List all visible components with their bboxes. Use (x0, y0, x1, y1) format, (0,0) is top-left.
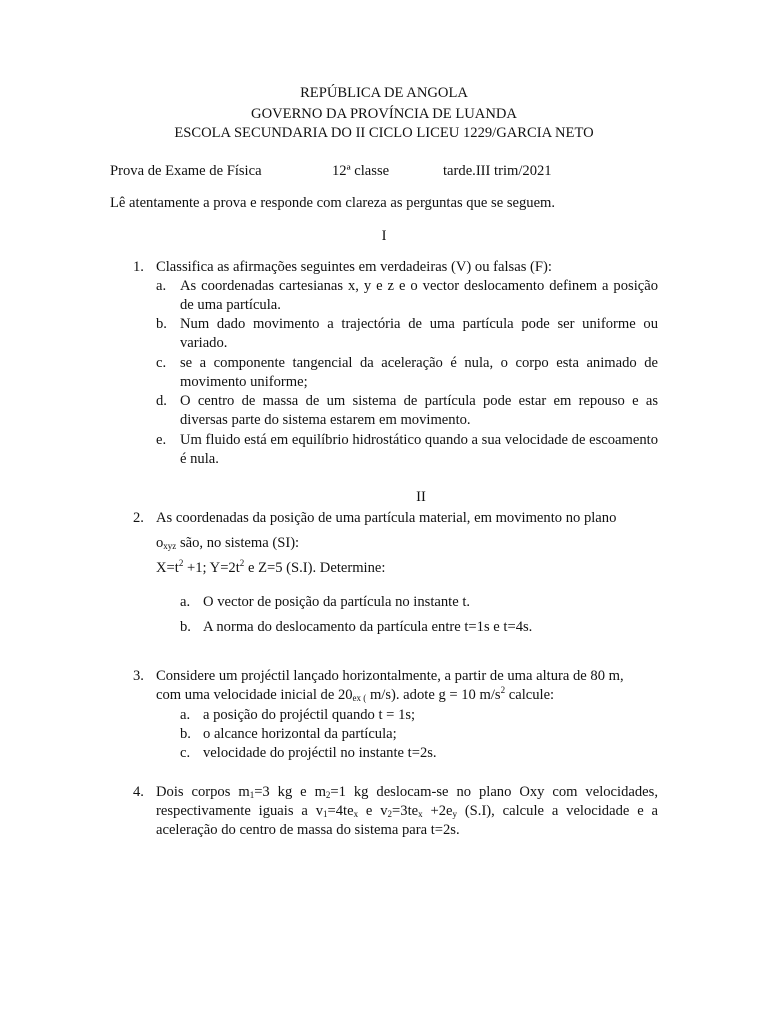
text-run: respectivamente iguais a v (156, 803, 323, 819)
item-text: As coordenadas cartesianas x, y e z e o vector deslocamento definem a posição de uma partícula. (180, 278, 658, 313)
eq-z: e Z=5 (S.I). Determine: (244, 560, 386, 576)
item-label: a. (156, 278, 167, 294)
gravity-exponent: 2 (500, 685, 506, 695)
calculate-text: calcule: (505, 687, 555, 703)
item-text: o alcance horizontal da partícula; (203, 726, 397, 742)
subscript: 2 (325, 790, 331, 800)
text-run: +2e (422, 803, 453, 819)
subscript: x (418, 809, 423, 819)
question-number-3: 3. (133, 668, 144, 684)
text-run: (S.I), calcule a velocidade e a (456, 803, 659, 819)
item-text: A norma do deslocamento da partícula entre t=1s e t=4s. (203, 619, 533, 635)
item-label: c. (180, 745, 191, 761)
instruction: Lê atentamente a prova e responde com clareza as perguntas que se seguem. (110, 195, 556, 211)
header-line-1: REPÚBLICA DE ANGOLA (300, 85, 468, 101)
item-text: O centro de massa de um sistema de partícula pode estar em repouso e as diversas parte do sistema estarem em movimento. (180, 393, 658, 428)
velocity-text: com uma velocidade inicial de 20 (156, 687, 353, 703)
text-run: e v (358, 803, 388, 819)
item-label: d. (156, 393, 167, 409)
section-heading-2: II (416, 489, 426, 505)
text-run: =3 kg e m (254, 784, 326, 800)
question-4-line-1 (156, 783, 658, 802)
question-number-1: 1. (133, 259, 144, 275)
eq-x-exponent: 2 (178, 558, 184, 568)
subscript: 1 (323, 809, 328, 819)
subscript: y (452, 809, 457, 819)
item-label: e. (156, 432, 167, 448)
text-run: Dois corpos m (156, 784, 250, 800)
header-line-3: ESCOLA SECUNDARIA DO II CICLO LICEU 1229/GARCIA NETO (174, 125, 594, 141)
exam-title: Prova de Exame de Física (110, 163, 262, 179)
question-2-line-2 (156, 534, 299, 553)
eq-y: +1; Y=2t (183, 560, 240, 576)
item-label: a. (180, 594, 191, 610)
position-equations (156, 559, 385, 578)
item-text: Um fluido está em equilíbrio hidrostático quando a sua velocidade de escoamento é nula. (180, 432, 658, 467)
question-text-3: Considere um projéctil lançado horizontalmente, a partir de uma altura de 80 m, (156, 668, 624, 684)
eq-x: X=t (156, 560, 179, 576)
exam-period: tarde.III trim/2021 (443, 163, 552, 179)
velocity-subscript: ex ( (352, 693, 367, 703)
eq-y-exponent: 2 (239, 558, 245, 568)
item-text: se a componente tangencial da aceleração é nula, o corpo esta animado de movimento uniforme; (180, 355, 658, 390)
item-label: b. (156, 316, 167, 332)
question-text-2: As coordenadas da posição de uma partícula material, em movimento no plano (156, 510, 617, 526)
question-number-2: 2. (133, 510, 144, 526)
subscript: 2 (387, 809, 393, 819)
text-run: =4te (327, 803, 354, 819)
item-label: c. (156, 355, 167, 371)
exam-grade: 12ª classe (332, 163, 390, 179)
item-label: b. (180, 726, 191, 742)
text-run: =3te (392, 803, 419, 819)
item-text: O vector de posição da partícula no instante t. (203, 594, 471, 610)
section-heading-1: I (381, 228, 387, 244)
gravity-text: m/s). adote g = 10 m/s (366, 687, 501, 703)
header-line-2: GOVERNO DA PROVÍNCIA DE LUANDA (251, 106, 517, 122)
subscript: x (353, 809, 359, 819)
question-number-4: 4. (133, 784, 144, 800)
text-run: =1 kg deslocam-se no plano Oxy com velocidades, (330, 784, 658, 800)
item-label: a. (180, 707, 191, 723)
question-4-line-2 (156, 802, 658, 821)
question-4-line-3: aceleração do centro de massa do sistema para t=2s. (156, 822, 460, 838)
system-text: são, no sistema (SI): (176, 535, 300, 551)
question-text-1: Classifica as afirmações seguintes em verdadeiras (V) ou falsas (F): (156, 259, 552, 275)
item-text: Num dado movimento a trajectória de uma partícula pode ser uniforme ou variado. (180, 316, 658, 351)
subscript: 1 (249, 790, 255, 800)
plane-subscript: xyz (163, 541, 177, 551)
question-3-line-2 (156, 686, 554, 705)
item-text: a posição do projéctil quando t = 1s; (203, 707, 416, 723)
item-text: velocidade do projéctil no instante t=2s. (203, 745, 437, 761)
item-label: b. (180, 619, 191, 635)
plane-symbol: o (156, 535, 164, 551)
